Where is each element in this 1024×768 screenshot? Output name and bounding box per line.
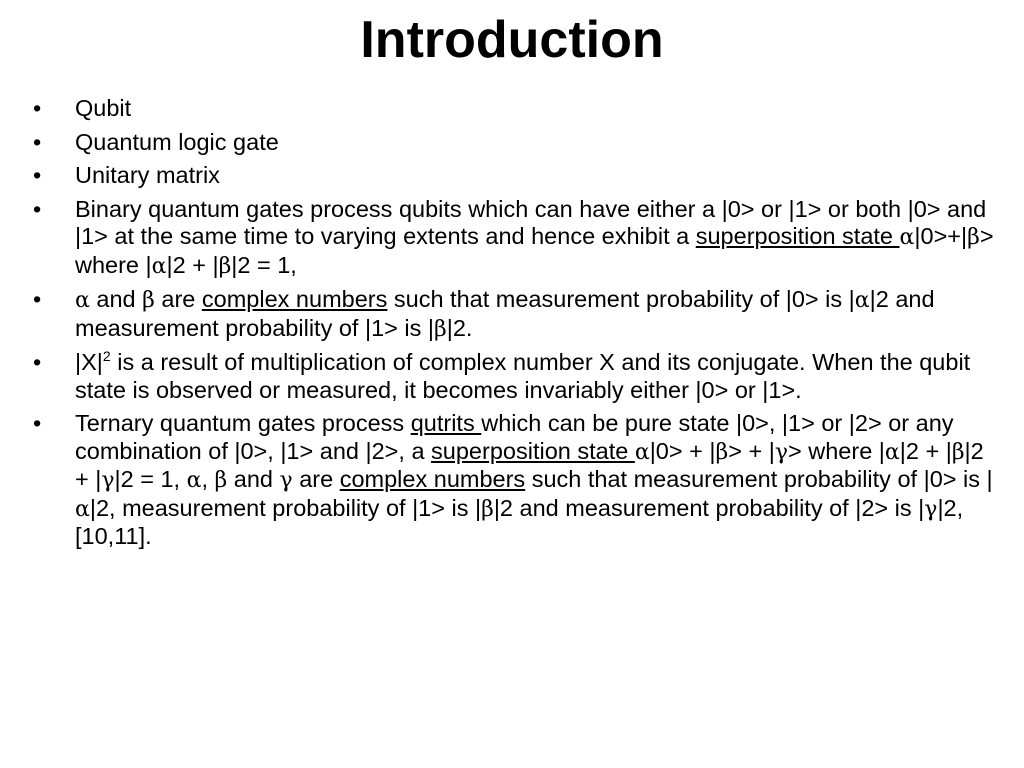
alpha-symbol: α — [151, 253, 167, 279]
alpha-symbol: α — [884, 439, 900, 465]
link-complex-numbers: complex numbers — [339, 466, 526, 492]
bullet-quantum-logic-gate — [28, 129, 998, 157]
gamma-symbol: γ — [924, 496, 938, 522]
text-run: |X| — [75, 349, 103, 375]
bullet-list — [28, 95, 998, 557]
beta-symbol: β — [715, 439, 729, 465]
bullet-unitary-matrix — [28, 162, 998, 190]
bullet-complex-numbers — [28, 286, 998, 343]
link-superposition-state: superposition state — [431, 437, 635, 464]
alpha-symbol: α — [75, 288, 90, 313]
bullet-text: Unitary matrix — [75, 162, 220, 188]
alpha-symbol: α — [186, 468, 202, 493]
alpha-symbol: α — [854, 288, 870, 313]
text-run: > + | — [728, 437, 775, 464]
alpha-symbol: α — [75, 496, 90, 522]
beta-symbol: β — [481, 496, 494, 522]
text-run: Ternary quantum gates process — [75, 410, 411, 436]
text-run: |2 and measurement probability of |2> is | — [493, 494, 925, 521]
text-run: |2 + | — [899, 437, 952, 464]
gamma-symbol: γ — [101, 468, 115, 493]
gamma-symbol: γ — [279, 468, 293, 493]
bullet-text: Quantum logic gate — [75, 128, 279, 155]
text-run: |2 and measurement probability of |1> is | — [75, 286, 935, 341]
bullet-dot-icon: • — [33, 128, 42, 155]
bullet-qubit — [28, 95, 998, 123]
bullet-ternary-gates — [28, 410, 998, 551]
text-run: |0> + | — [649, 437, 716, 464]
gamma-symbol: γ — [774, 439, 788, 465]
text-run: and — [227, 466, 280, 492]
bullet-dot-icon: • — [33, 349, 42, 375]
beta-symbol: β — [214, 468, 228, 493]
text-run: |2. — [446, 314, 473, 341]
link-superposition-state: superposition state — [695, 223, 900, 249]
alpha-symbol: α — [634, 439, 650, 465]
slide-title: Introduction — [360, 11, 664, 69]
text-run: |2, [10,11]. — [75, 494, 964, 549]
text-run: > where | — [75, 223, 994, 278]
text-run: which can be pure state |0>, |1> or |2> or any combination of |0>, |1> and |2>, a — [75, 410, 954, 464]
bullet-dot-icon: • — [33, 162, 42, 188]
text-run: |2, measurement probability of |1> is | — [89, 494, 482, 521]
bullet-dot-icon: • — [33, 410, 42, 436]
beta-symbol: β — [142, 288, 155, 313]
text-run: and — [89, 286, 143, 312]
text-run: |2 = 1, — [231, 251, 297, 278]
beta-symbol: β — [434, 316, 447, 342]
link-qutrits: qutrits — [410, 410, 482, 436]
bullet-text: Qubit — [75, 95, 132, 121]
text-run: > where | — [788, 437, 885, 464]
text-run: |2 + | — [166, 251, 219, 278]
alpha-symbol: α — [899, 225, 915, 250]
text-run: are — [154, 286, 202, 312]
text-run: |0>+| — [914, 223, 968, 249]
text-run: |2 + | — [75, 437, 984, 492]
bullet-binary-gates — [28, 196, 998, 281]
text-run: are — [292, 466, 340, 492]
beta-symbol: β — [951, 439, 965, 465]
text-run: Binary quantum gates process qubits which can have either a |0> or |1> or both |0> and |1> at the same time to varying extents and hence exhibit a — [75, 195, 987, 249]
superscript: 2 — [102, 348, 111, 364]
text-run: is a result of multiplication of complex number X and its conjugate. When the qubit state is observed or measured, it becomes invariably either |0> or |1>. — [75, 349, 971, 403]
link-complex-numbers: complex numbers — [201, 286, 388, 312]
bullet-conjugate — [28, 349, 998, 404]
text-run: such that measurement probability of |0> is | — [387, 286, 855, 312]
beta-symbol: β — [218, 253, 232, 279]
bullet-dot-icon: • — [33, 95, 42, 121]
bullet-dot-icon: • — [33, 195, 42, 222]
text-run: , — [201, 466, 215, 492]
bullet-dot-icon: • — [33, 286, 42, 312]
text-run: |2 = 1, — [114, 466, 187, 492]
beta-symbol: β — [967, 225, 980, 250]
text-run: such that measurement probability of |0> is | — [525, 466, 993, 492]
